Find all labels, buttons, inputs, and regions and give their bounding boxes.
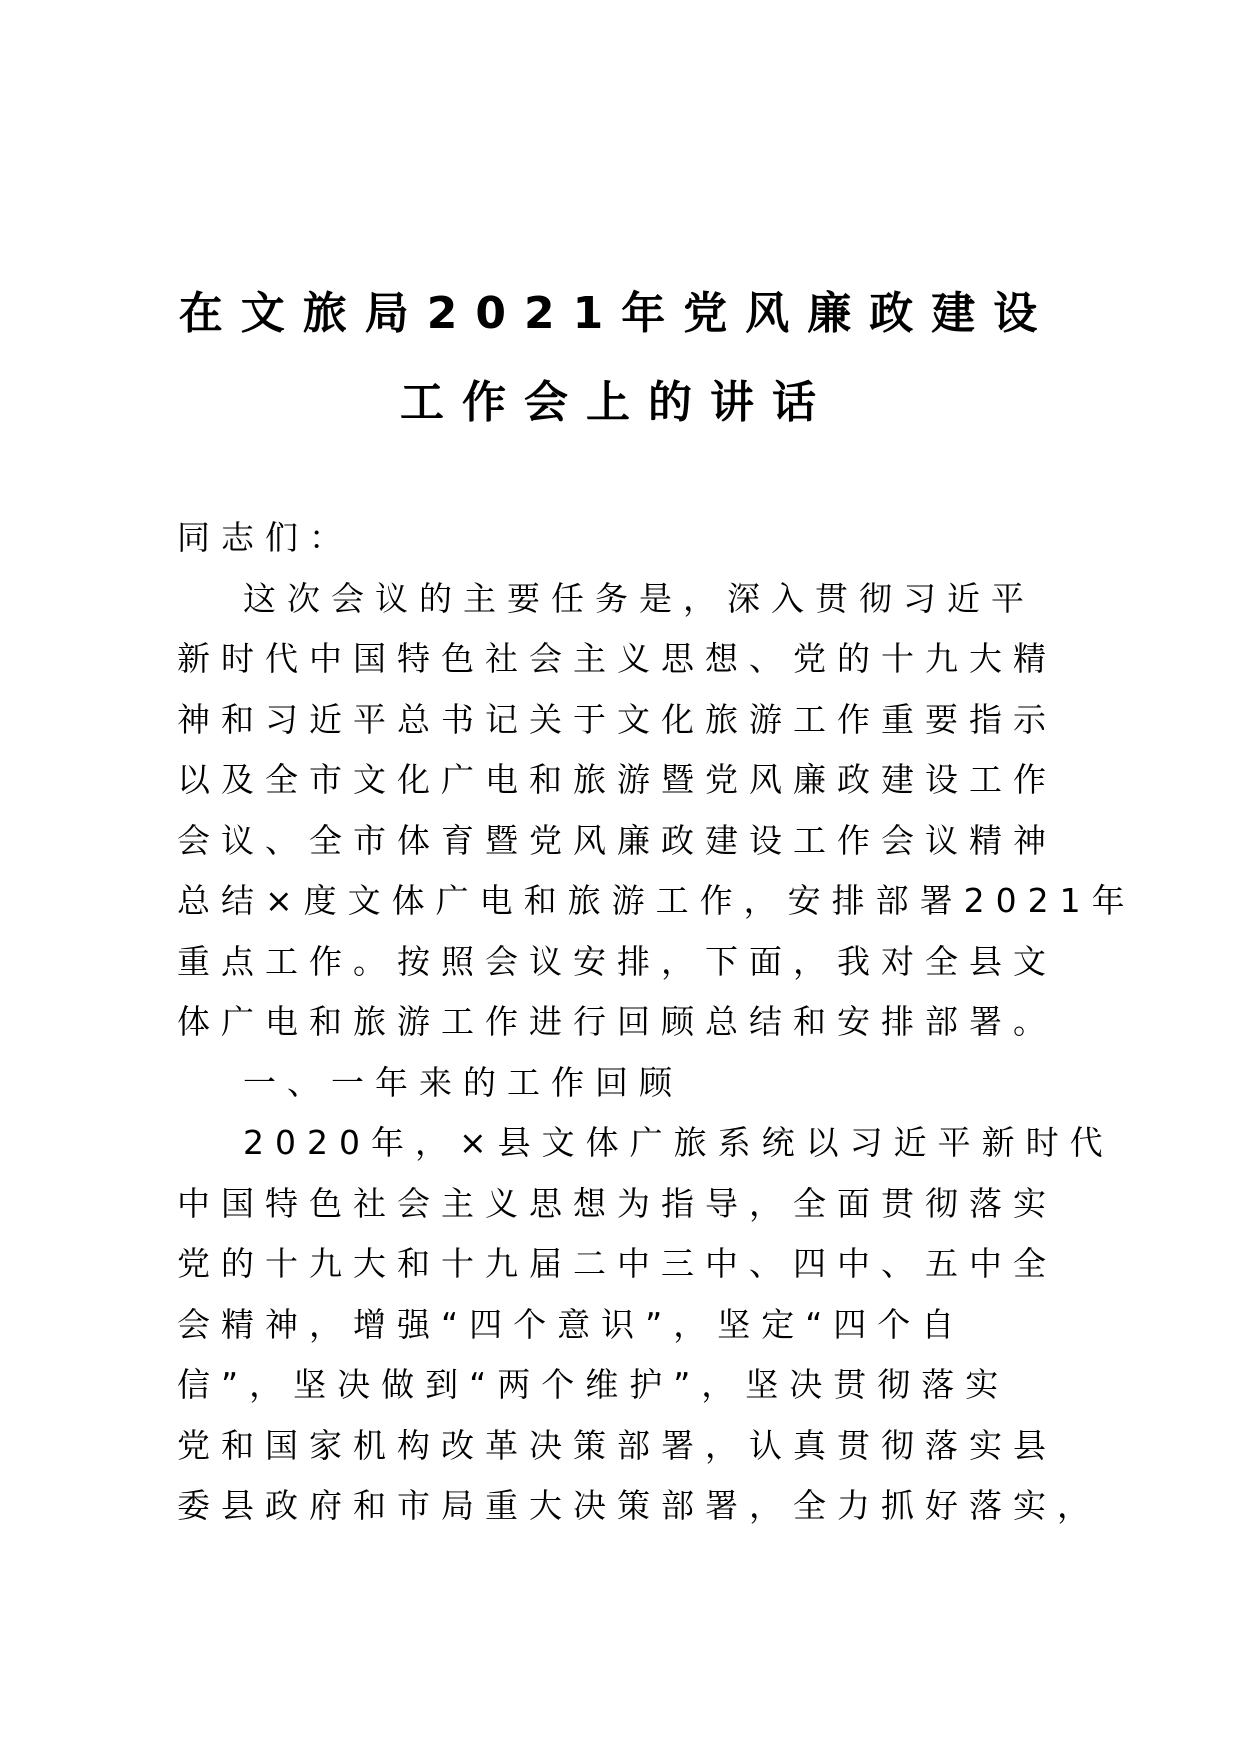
salutation: 同志们： (177, 518, 353, 557)
body-text-line: 神和习近平总书记关于文化旅游工作重要指示 (177, 699, 1057, 739)
body-text-line: 重点工作。按照会议安排，下面，我对全县文 (177, 941, 1057, 981)
body-text-line: 信”，坚决做到“两个维护”，坚决贯彻落实 (177, 1365, 1010, 1404)
body-text-line: 会议、全市体育暨党风廉政建设工作会议精神 (177, 820, 1057, 860)
body-text-line: 中国特色社会主义思想为指导，全面贯彻落实 (177, 1183, 1057, 1223)
body-lines (177, 569, 1157, 1537)
body-text-line: 这次会议的主要任务是，深入贯彻习近平 (243, 578, 1035, 618)
body-text-line: 总结×度文体广电和旅游工作，安排部署2021年 (177, 881, 1136, 920)
document-body (177, 508, 1157, 1537)
body-text-line: 党和国家机构改革决策部署，认真贯彻落实县 (177, 1425, 1057, 1465)
body-text-line: 委县政府和市局重大决策部署，全力抓好落实， (177, 1486, 1101, 1525)
document-title-line-2: 工作会上的讲话 (400, 377, 834, 428)
section-heading: 一、一年来的工作回顾 (243, 1062, 683, 1102)
body-text-line: 体广电和旅游工作进行回顾总结和安排部署。 (177, 1002, 1057, 1041)
body-text-line: 2020年，×县文体广旅系统以习近平新时代 (243, 1123, 1114, 1162)
body-text-line: 会精神，增强“四个意识”，坚定“四个自 (177, 1304, 966, 1344)
body-text-line: 党的十九大和十九届二中三中、四中、五中全 (177, 1244, 1057, 1283)
body-text-line: 以及全市文化广电和旅游暨党风廉政建设工作 (177, 760, 1057, 799)
document-title-line-1: 在文旅局2021年党风廉政建设 (178, 288, 1056, 339)
body-text-line: 新时代中国特色社会主义思想、党的十九大精 (177, 639, 1057, 678)
